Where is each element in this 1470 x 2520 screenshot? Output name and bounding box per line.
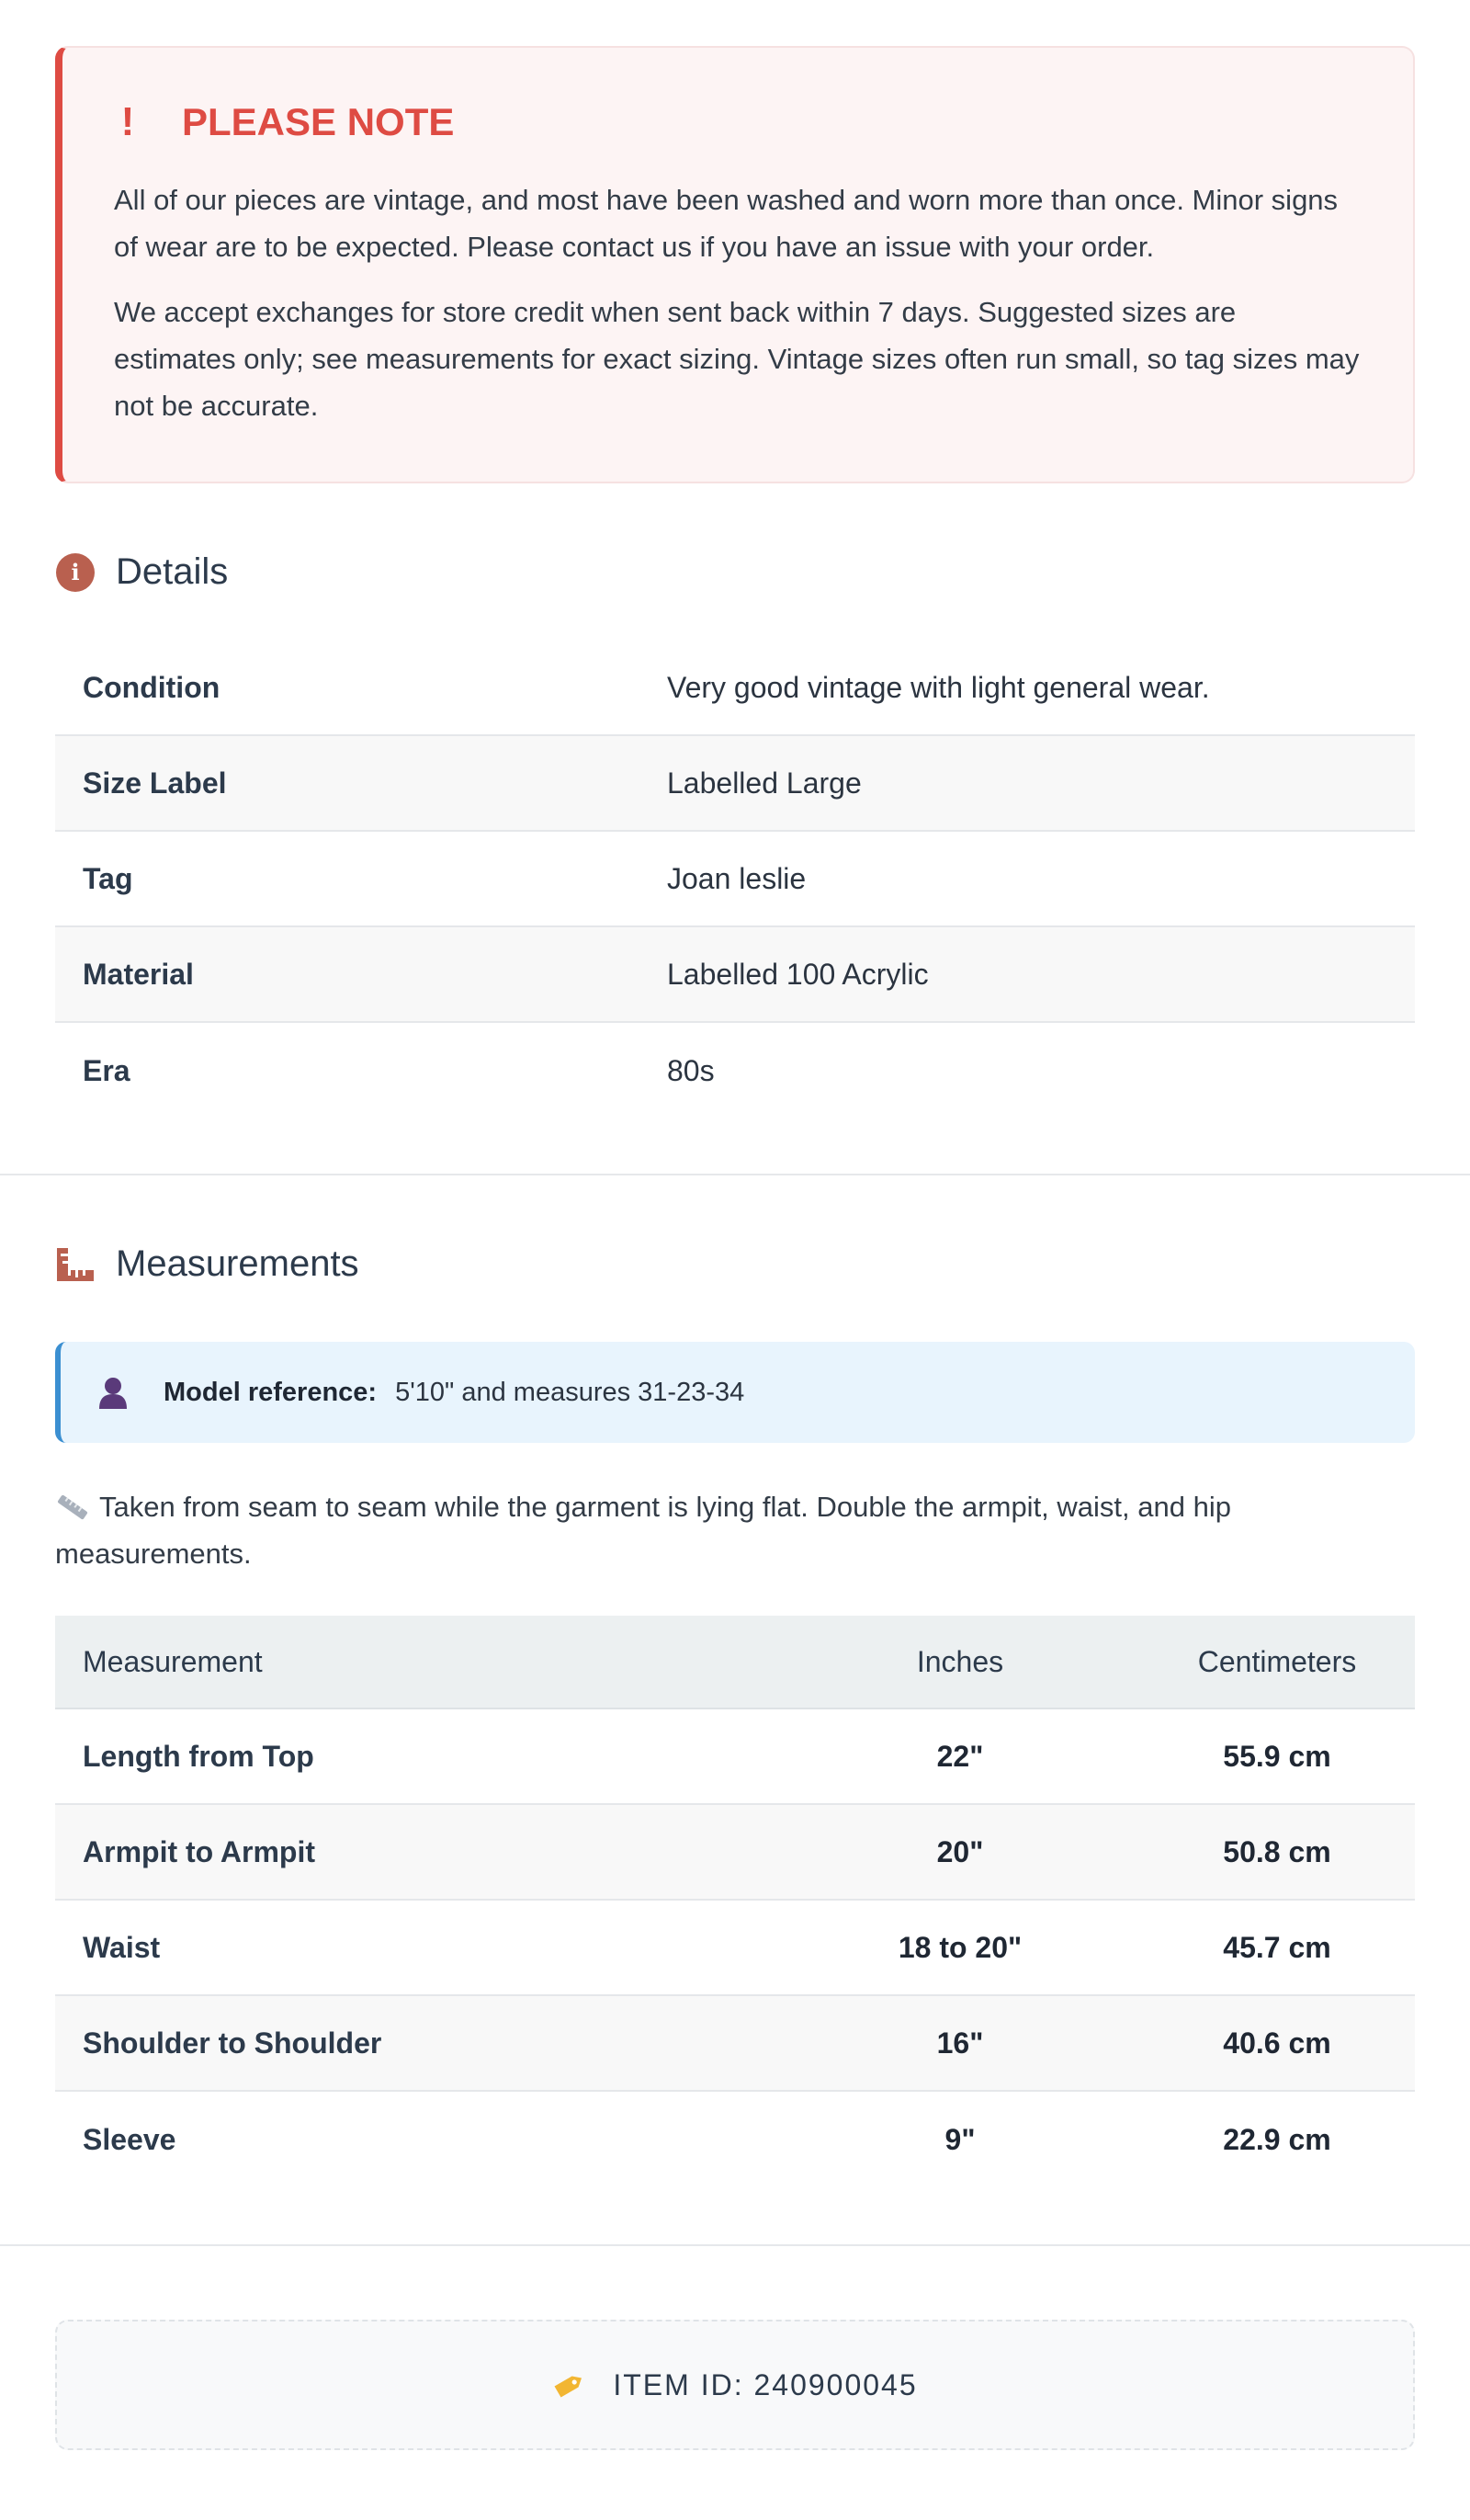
hint-text: Taken from seam to seam while the garment is lying flat. Double the armpit, waist, and hip measurements.	[55, 1491, 1231, 1570]
table-row	[55, 832, 1415, 927]
detail-label: Material	[83, 957, 194, 991]
detail-value: Labelled Large	[667, 766, 862, 800]
detail-label: Size Label	[83, 766, 227, 800]
details-heading	[55, 551, 1415, 593]
measurements-title: Measurements	[116, 1243, 359, 1284]
measurement-cm: 22.9 cm	[1223, 2122, 1331, 2156]
table-row	[55, 927, 1415, 1023]
table-row	[55, 2092, 1415, 2187]
person-icon	[97, 1376, 129, 1409]
measurement-inches: 18 to 20"	[898, 1930, 1023, 1964]
measurement-name: Shoulder to Shoulder	[83, 2026, 382, 2060]
details-title: Details	[116, 551, 229, 592]
model-reference-label: Model reference:	[164, 1377, 378, 1407]
measurements-table	[55, 1616, 1415, 2187]
measurement-name: Length from Top	[83, 1739, 314, 1773]
table-row	[55, 1901, 1415, 1996]
detail-value: 80s	[667, 1053, 715, 1087]
tag-icon	[552, 2369, 587, 2401]
note-header	[114, 99, 1365, 145]
measurement-inches: 9"	[944, 2122, 976, 2156]
section-divider	[0, 1174, 1470, 1175]
model-reference-value: 5'10" and measures 31-23-34	[395, 1377, 745, 1407]
section-divider	[0, 2244, 1470, 2246]
detail-value: Labelled 100 Acrylic	[667, 957, 929, 991]
detail-label: Condition	[83, 670, 220, 704]
column-header: Inches	[916, 1644, 1004, 1678]
item-id-text: ITEM ID: 240900045	[613, 2367, 918, 2401]
ruler-small-icon	[55, 1487, 90, 1513]
ruler-icon	[55, 1244, 96, 1285]
table-row	[55, 1996, 1415, 2092]
measurement-inches: 16"	[936, 2026, 984, 2060]
table-row	[55, 1805, 1415, 1901]
table-row	[55, 1023, 1415, 1118]
detail-label: Era	[83, 1053, 130, 1087]
measurements-heading	[55, 1243, 1415, 1285]
measurement-hint	[55, 1483, 1415, 1577]
note-title: PLEASE NOTE	[182, 100, 455, 143]
model-reference	[55, 1342, 1415, 1443]
measurement-cm: 40.6 cm	[1223, 2026, 1331, 2060]
detail-label: Tag	[83, 861, 133, 895]
measurement-cm: 55.9 cm	[1223, 1739, 1331, 1773]
measurement-inches: 20"	[936, 1834, 984, 1868]
measurement-cm: 45.7 cm	[1223, 1930, 1331, 1964]
table-row	[55, 641, 1415, 736]
item-id-box	[55, 2320, 1415, 2450]
table-header	[55, 1616, 1415, 1709]
detail-value: Very good vintage with light general wear.	[667, 670, 1210, 704]
measurement-name: Waist	[83, 1930, 161, 1964]
measurement-cm: 50.8 cm	[1223, 1834, 1331, 1868]
exclamation-icon: !	[120, 99, 135, 144]
note-paragraph: We accept exchanges for store credit when sent back within 7 days. Suggested sizes are estimates only; see measurements for exact sizing. Vintage sizes often run small, so tag sizes may not be accurate.	[114, 296, 1360, 422]
please-note-box	[55, 46, 1415, 483]
measurement-name: Sleeve	[83, 2122, 176, 2156]
column-header: Centimeters	[1197, 1644, 1357, 1678]
table-row	[55, 1709, 1415, 1805]
info-icon: i	[55, 552, 96, 593]
note-paragraph: All of our pieces are vintage, and most have been washed and worn more than once. Minor signs of wear are to be expected. Please contact us if you have an issue with your order.	[114, 184, 1339, 263]
measurement-name: Armpit to Armpit	[83, 1834, 316, 1868]
detail-value: Joan leslie	[667, 861, 807, 895]
table-row	[55, 736, 1415, 832]
details-table	[55, 641, 1415, 1118]
measurement-inches: 22"	[936, 1739, 984, 1773]
column-header: Measurement	[83, 1644, 263, 1678]
